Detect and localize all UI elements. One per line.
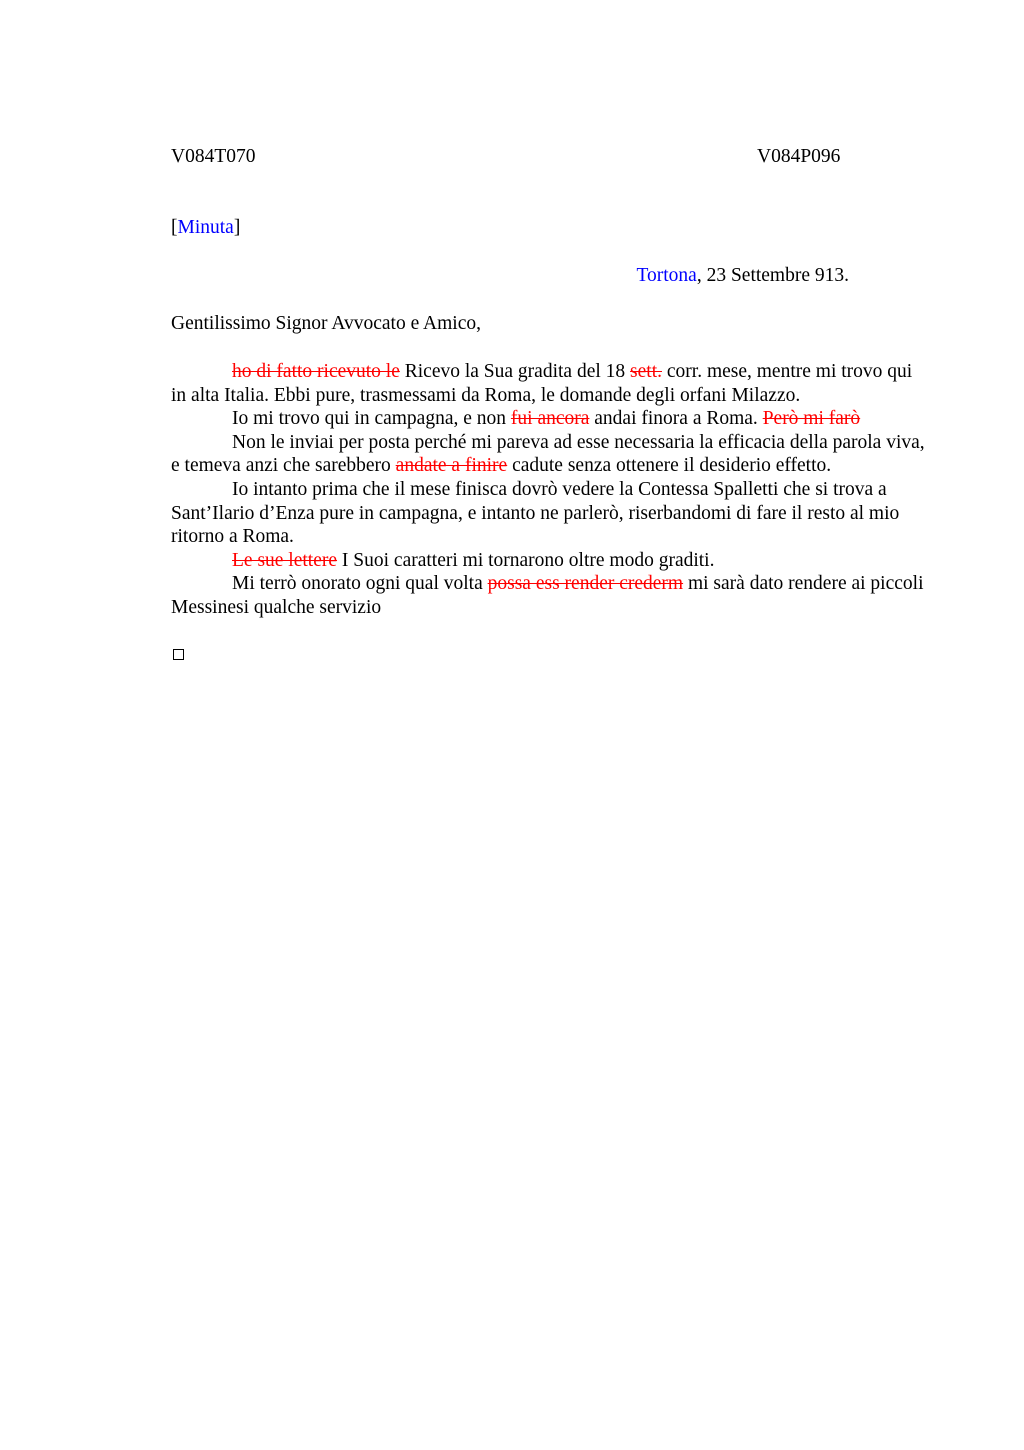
paragraph-text: mi sarà dato rendere ai piccoli Messinesi qualche servizio (171, 573, 924, 618)
document-ref-right: V084P096 (757, 146, 841, 167)
deleted-text: ho di fatto ricevuto le (232, 361, 400, 382)
minuta-open-bracket: [ (171, 217, 178, 238)
deleted-text: possa ess render crederm (487, 573, 684, 595)
paragraph-2 (171, 407, 926, 431)
paragraph-text: Io intanto prima che il mese finisca dovrò vedere la Contessa Spalletti che si trova a Sant’Ilario d’Enza pure in campagna, e intanto ne parlerò, riserbandomi di fare il resto al mio ritorno a Roma. (171, 478, 900, 548)
salutation: Gentilissimo Signor Avvocato e Amico, (171, 313, 481, 334)
paragraph-text: Ricevo la Sua gradita del 18 (399, 361, 631, 382)
minuta-close-bracket: ] (233, 217, 241, 238)
paragraph-text: Mi terrò onorato ogni qual volta (232, 573, 488, 595)
deleted-text: sett. (630, 361, 662, 382)
paragraph-text: corr. mese, mentre mi trovo qui in alta Italia. Ebbi pure, trasmessami da Roma, le domande degli orfani Milazzo. (171, 361, 913, 406)
paragraph-3 (171, 431, 926, 478)
paragraph-text: Io mi trovo qui in campagna, e non (232, 408, 511, 430)
letter-body (171, 360, 926, 620)
place-date-line (171, 265, 849, 287)
place-name: Tortona (636, 265, 697, 286)
document-ref-left: V084T070 (171, 146, 256, 167)
deleted-text: Le sue lettere (232, 549, 338, 571)
deleted-text: Però mi farò (762, 408, 861, 430)
paragraph-1 (171, 360, 926, 407)
paragraph-text: andai finora a Roma. (589, 408, 763, 430)
deleted-text: andate a finire (395, 455, 508, 477)
minuta-label-line (171, 217, 240, 239)
paragraph-text: cadute senza ottenere il desiderio effetto. (507, 455, 832, 477)
paragraph-6 (171, 572, 926, 619)
deleted-text: fui ancora (510, 408, 590, 430)
minuta-label: Minuta (177, 217, 234, 238)
paragraph-text: I Suoi caratteri mi tornarono oltre modo graditi. (337, 549, 715, 571)
square-box-icon (173, 649, 184, 660)
letter-date: , 23 Settembre 913. (696, 265, 849, 286)
paragraph-4 (171, 478, 926, 549)
paragraph-5 (171, 549, 926, 573)
paragraph-text: Non le inviai per posta perché mi pareva ad esse necessaria la efficacia della parola viva, e temeva anzi che sarebbero (171, 431, 925, 477)
